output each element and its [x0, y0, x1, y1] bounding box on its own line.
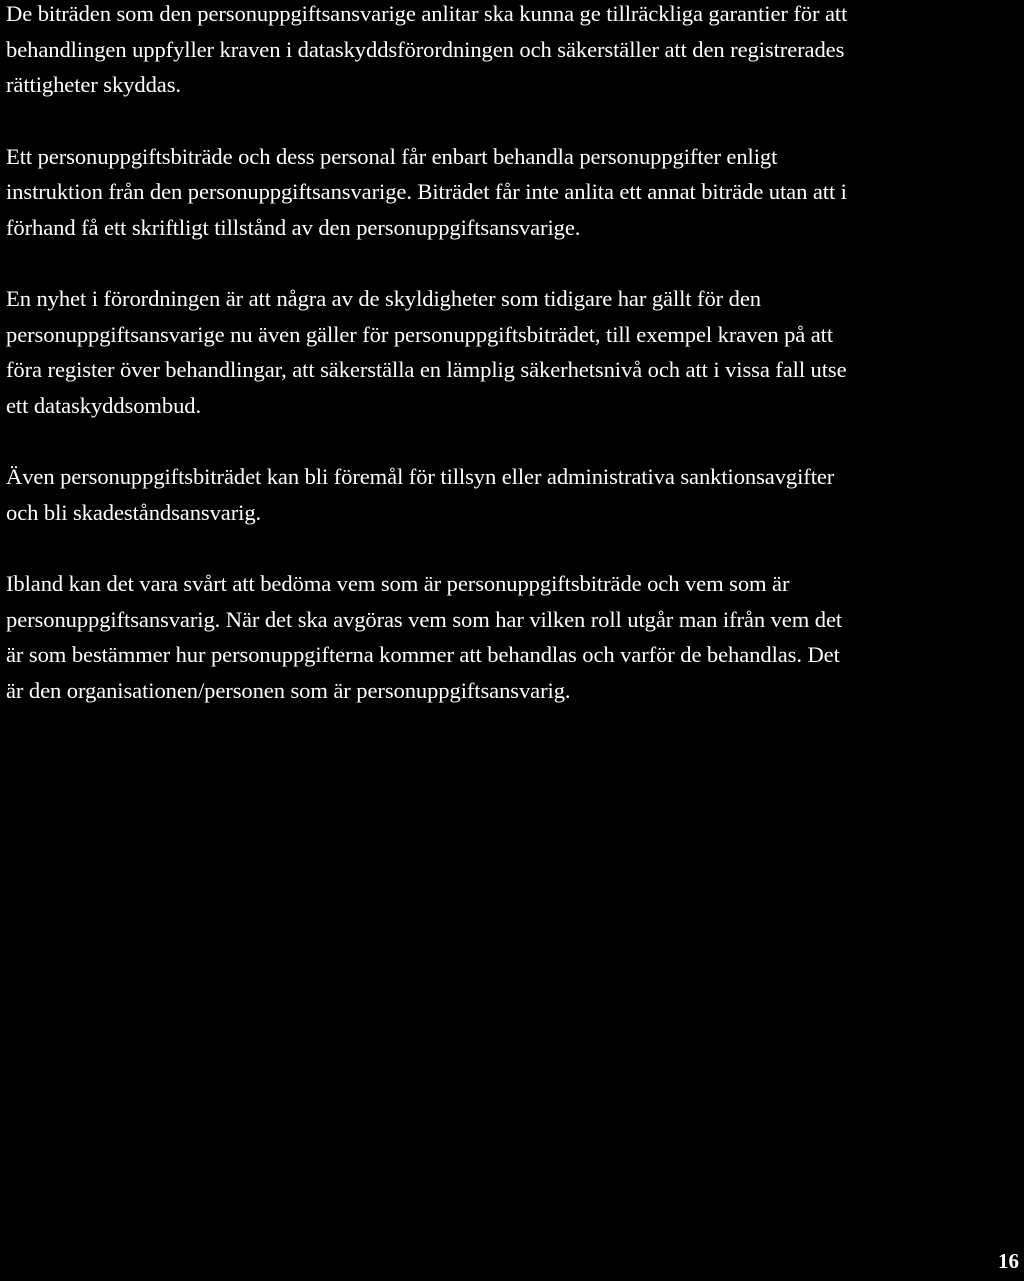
text-line: personuppgiftsansvarige nu även gäller för personuppgiftsbiträdet, till exempel kraven på att: [6, 321, 834, 347]
paragraph-processor-guarantees: [6, 0, 1022, 103]
text-line: ett dataskyddsombud.: [6, 392, 202, 418]
text-line: är den organisationen/personen som är personuppgiftsansvarig.: [6, 677, 571, 703]
paragraph-processor-instructions: [6, 139, 1022, 246]
text-line: föra register över behandlingar, att säkerställa en lämplig säkerhetsnivå och att i vissa fall utse: [6, 357, 847, 382]
page-number: 16: [998, 1249, 1019, 1273]
text-line: Ett personuppgiftsbiträde och dess personal får enbart behandla personuppgifter enligt: [6, 143, 778, 169]
text-line: och bli skadeståndsansvarig.: [6, 499, 262, 525]
paragraph-new-obligations: [6, 281, 1022, 423]
text-line: förhand få ett skriftligt tillstånd av den personuppgiftsansvarige.: [6, 214, 581, 240]
text-line: rättigheter skyddas.: [6, 72, 181, 97]
text-line: Ibland kan det vara svårt att bedöma vem som är personuppgiftsbiträde och vem som är: [6, 571, 790, 596]
document-body: [6, 0, 1022, 744]
text-line: behandlingen uppfyller kraven i dataskyddsförordningen och säkerställer att den registrerades: [6, 36, 845, 62]
paragraph-role-determination: [6, 566, 1022, 708]
paragraph-supervision-liability: [6, 459, 1022, 530]
text-line: En nyhet i förordningen är att några av de skyldigheter som tidigare har gällt för den: [6, 286, 761, 311]
text-line: är som bestämmer hur personuppgifterna kommer att behandlas och varför de behandlas. Det: [6, 642, 840, 667]
text-line: instruktion från den personuppgiftsansvarige. Biträdet får inte anlita ett annat biträde utan att i: [6, 179, 847, 204]
text-line: Även personuppgiftsbiträdet kan bli föremål för tillsyn eller administrativa sanktionsavgifter: [6, 464, 835, 489]
text-line: De biträden som den personuppgiftsansvarige anlitar ska kunna ge tillräckliga garantier för att: [6, 1, 848, 26]
text-line: personuppgiftsansvarig. När det ska avgöras vem som har vilken roll utgår man ifrån vem det: [6, 606, 843, 632]
